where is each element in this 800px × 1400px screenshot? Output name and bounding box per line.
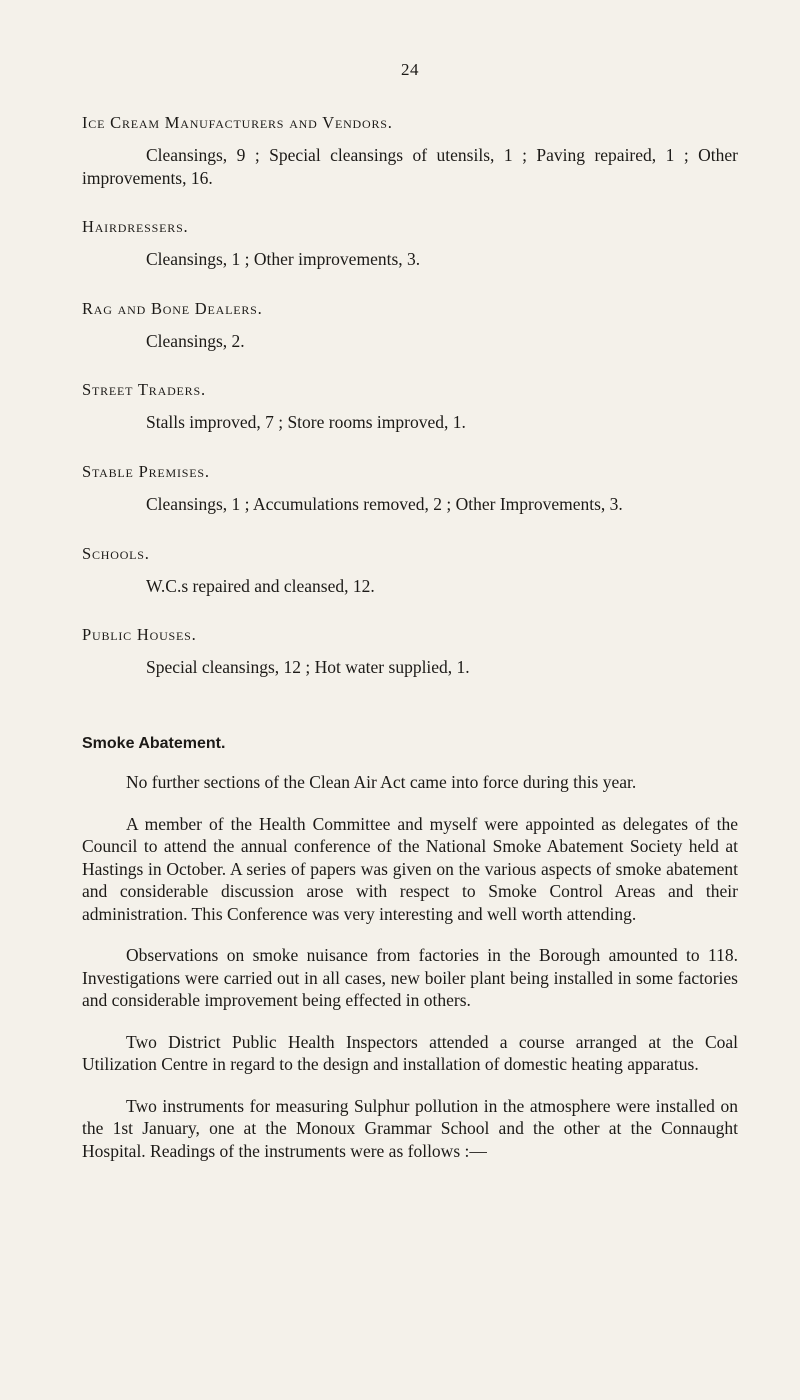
paragraph: Two District Public Health Inspectors attended a course arranged at the Coal Utilization Centre in regard to the design and installation of domestic heating apparatus. (82, 1031, 738, 1074)
section-schools (82, 543, 738, 598)
section-heading: Street Traders. (82, 380, 206, 399)
page-content (82, 112, 738, 1181)
section-body: Stalls improved, 7 ; Store rooms improved, 1. (146, 412, 466, 432)
page-number: 24 (401, 60, 419, 79)
section-stable-premises (82, 461, 738, 516)
smoke-abatement-heading: Smoke Abatement. (82, 735, 226, 752)
document-page (82, 0, 738, 1400)
section-ice-cream (82, 112, 738, 190)
section-body: W.C.s repaired and cleansed, 12. (146, 576, 375, 596)
paragraph: Two instruments for measuring Sulphur pollution in the atmosphere were installed on the 1st January, one at the Monoux Grammar School and the other at the Connaught Hospital. Readings of the instruments were as follows :— (82, 1095, 738, 1161)
section-heading: Schools. (82, 544, 150, 563)
section-public-houses (82, 624, 738, 679)
section-heading: Rag and Bone Dealers. (82, 299, 263, 318)
section-body: Cleansings, 9 ; Special cleansings of utensils, 1 ; Paving repaired, 1 ; Other improvements, 16. (82, 145, 738, 188)
section-body: Cleansings, 1 ; Accumulations removed, 2 ; Other Improvements, 3. (146, 494, 623, 514)
section-heading: Stable Premises. (82, 462, 210, 481)
paragraph: A member of the Health Committee and myself were appointed as delegates of the Council to attend the annual conference of the National Smoke Abatement Society held at Hastings in October. A series of papers was given on the various aspects of smoke abatement and considerable discussion arose with respect to Smoke Control Areas and their administration. This Conference was very interesting and well worth attending. (82, 813, 738, 924)
section-heading: Ice Cream Manufacturers and Vendors. (82, 113, 393, 132)
section-heading: Hairdressers. (82, 217, 189, 236)
section-body: Cleansings, 2. (146, 331, 245, 351)
section-street-traders (82, 379, 738, 434)
section-hairdressers (82, 216, 738, 271)
section-heading: Public Houses. (82, 625, 197, 644)
section-body: Special cleansings, 12 ; Hot water supplied, 1. (146, 657, 470, 677)
paragraph: No further sections of the Clean Air Act came into force during this year. (126, 772, 637, 792)
section-body: Cleansings, 1 ; Other improvements, 3. (146, 249, 421, 269)
paragraph: Observations on smoke nuisance from factories in the Borough amounted to 118. Investigations were carried out in all cases, new boiler plant being installed in some factories and considerable improvement being effected in others. (82, 945, 738, 1010)
section-rag-and-bone (82, 298, 738, 353)
